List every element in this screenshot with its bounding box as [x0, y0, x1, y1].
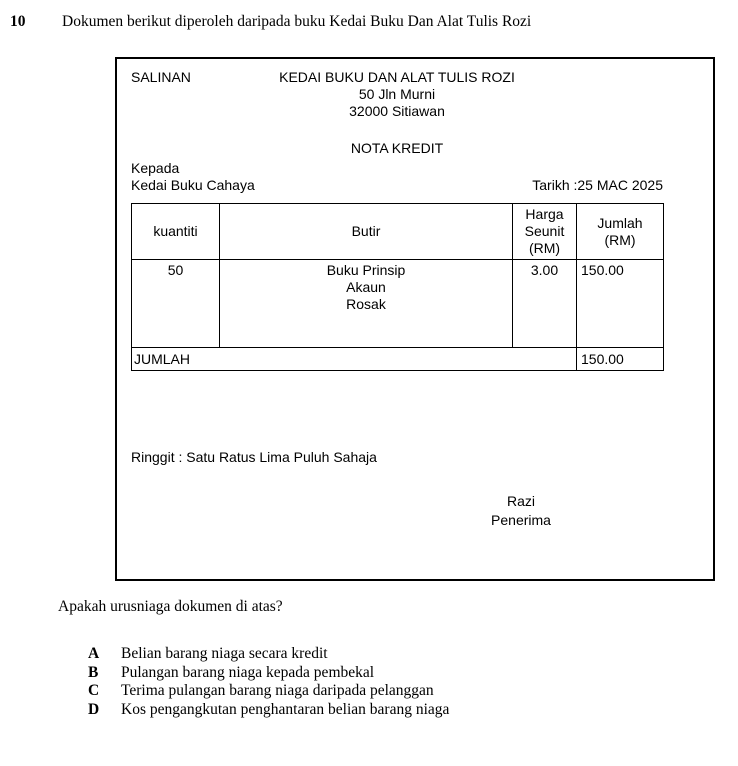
answer-options	[88, 645, 449, 719]
to-label: Kepada	[131, 160, 180, 176]
butir-line-3: Rosak	[346, 296, 386, 312]
document-header	[131, 69, 663, 120]
cell-kuantiti: 50	[132, 260, 220, 348]
option-d-letter: D	[88, 700, 100, 718]
credit-note-document	[115, 57, 715, 581]
option-d	[88, 701, 449, 719]
customer-name: Kedai Buku Cahaya	[131, 177, 255, 193]
signature-title: Penerima	[491, 512, 551, 528]
option-b-letter: B	[88, 663, 99, 681]
option-a-letter: A	[88, 645, 100, 662]
header-harga-line3: (RM)	[528, 240, 561, 256]
copy-label: SALINAN	[131, 69, 191, 85]
header-jumlah-line2: (RM)	[604, 231, 636, 248]
cell-jumlah: 150.00	[577, 260, 664, 348]
table-data-row	[132, 260, 664, 348]
question-line	[10, 12, 730, 31]
cell-harga-seunit: 3.00	[513, 260, 577, 348]
header-harga-line1: Harga	[525, 206, 564, 222]
signature-block	[461, 492, 581, 530]
table-total-row	[132, 348, 664, 371]
header-harga-seunit	[513, 204, 577, 260]
header-kuantiti: kuantiti	[132, 204, 220, 260]
total-value: 150.00	[577, 348, 664, 371]
customer-date-row	[131, 177, 663, 194]
total-label: JUMLAH	[132, 348, 577, 371]
option-a	[88, 645, 449, 663]
option-b-text: Pulangan barang niaga kepada pembekal	[121, 663, 375, 681]
option-c-text: Terima pulangan barang niaga daripada pelanggan	[121, 682, 434, 699]
header-harga-line2: Seunit	[524, 223, 565, 239]
header-butir: Butir	[220, 204, 513, 260]
document-title: NOTA KREDIT	[350, 140, 444, 156]
option-d-text: Kos pengangkutan penghantaran belian barang niaga	[121, 700, 450, 718]
company-block	[131, 69, 663, 120]
question-text: Dokumen berikut diperoleh daripada buku Kedai Buku Dan Alat Tulis Rozi	[62, 13, 532, 30]
question-number: 10	[10, 13, 26, 30]
header-jumlah-line1: Jumlah	[597, 214, 643, 231]
signature-name: Razi	[506, 493, 535, 509]
question-prompt: Apakah urusniaga dokumen di atas?	[58, 598, 283, 615]
option-a-text: Belian barang niaga secara kredit	[121, 645, 328, 662]
document-date: Tarikh :25 MAC 2025	[532, 177, 663, 193]
header-jumlah	[577, 204, 664, 260]
credit-note-content	[131, 69, 663, 530]
company-name: KEDAI BUKU DAN ALAT TULIS ROZI	[279, 69, 515, 85]
address-line-2: 32000 Sitiawan	[349, 103, 445, 119]
option-c-letter: C	[88, 682, 100, 699]
table-header-row	[132, 204, 664, 260]
butir-line-2: Akaun	[346, 279, 386, 295]
credit-note-table	[131, 203, 664, 371]
amount-in-words: Ringgit : Satu Ratus Lima Puluh Sahaja	[131, 449, 377, 465]
butir-line-1: Buku Prinsip	[326, 262, 406, 278]
cell-butir	[220, 260, 513, 348]
address-line-1: 50 Jln Murni	[358, 86, 436, 102]
option-b	[88, 664, 449, 682]
option-c	[88, 682, 449, 700]
